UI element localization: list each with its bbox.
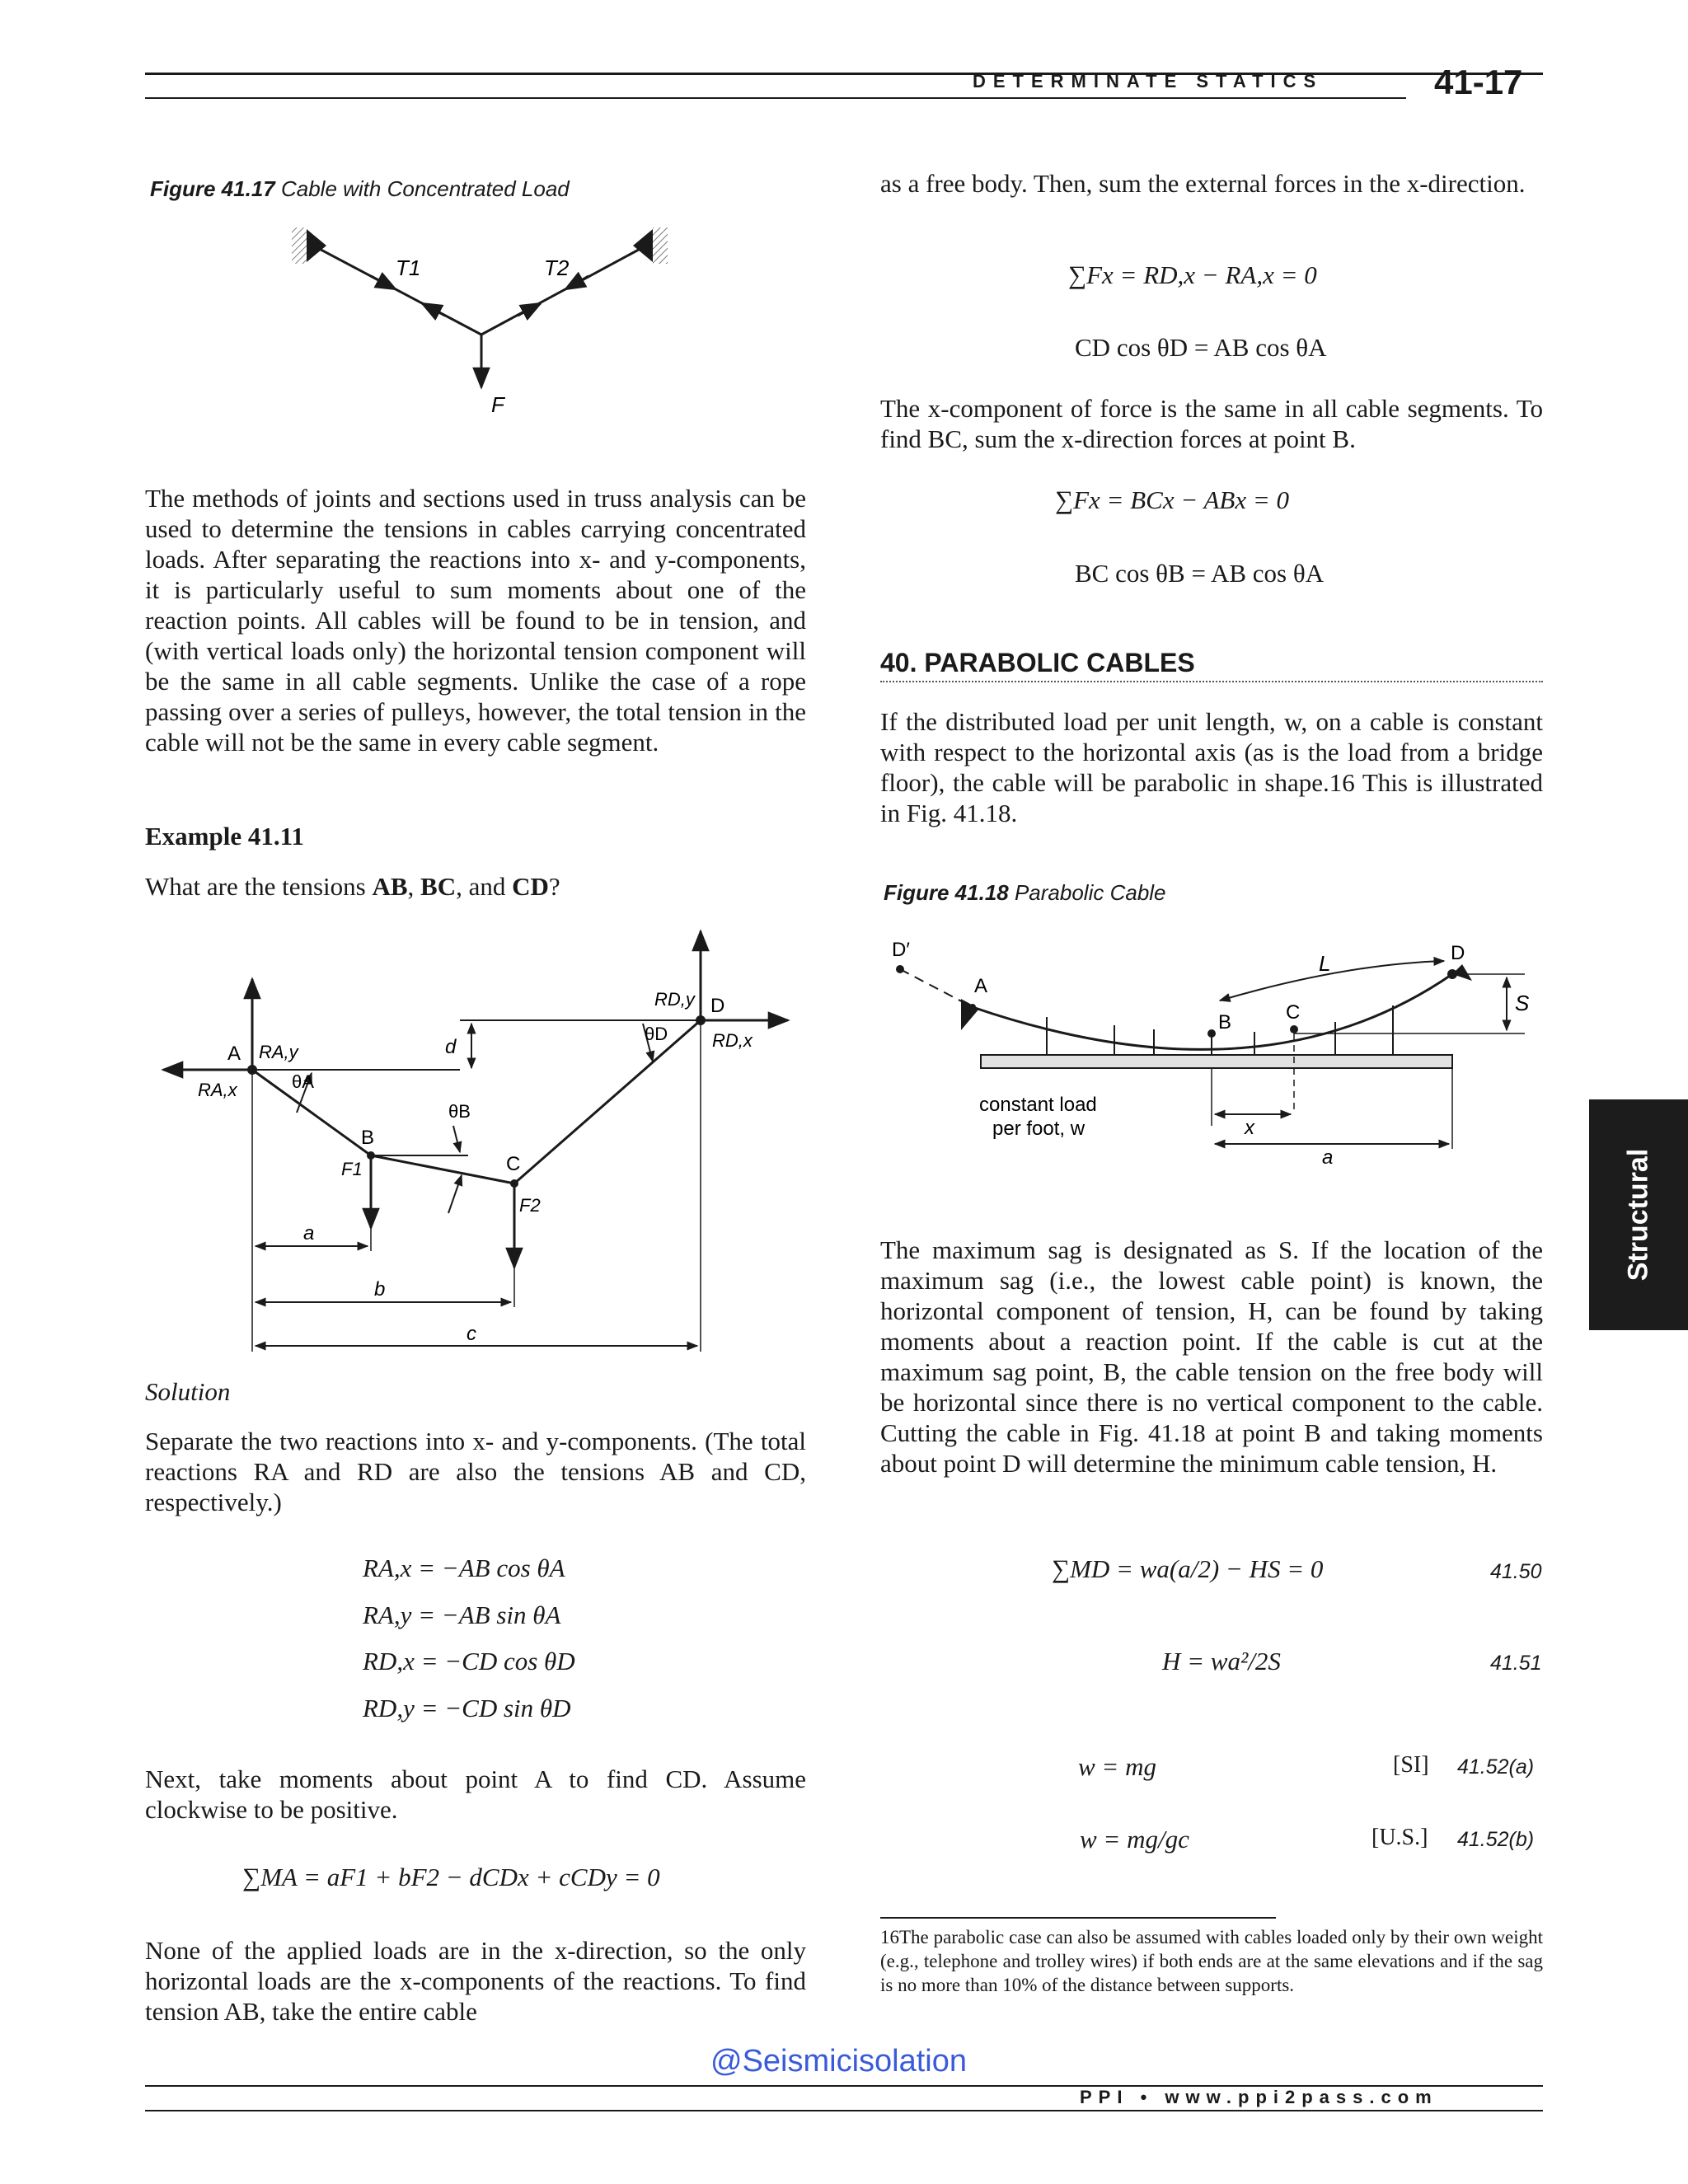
- equation-rdy: RD,y = −CD sin θD: [363, 1694, 571, 1722]
- label-s: S: [1515, 991, 1530, 1015]
- figure-41-17-caption: [150, 176, 570, 202]
- footer-rule-bottom: [145, 2110, 1543, 2111]
- label-d-dim: d: [445, 1036, 457, 1058]
- label-thb: θB: [448, 1101, 471, 1122]
- bridge-deck: [981, 1055, 1452, 1068]
- right-paragraph-2: The x-component of force is the same in all cable segments. To find BC, sum the x-direction forces at point B.: [880, 394, 1543, 453]
- support-hatch-right: [653, 227, 668, 264]
- t1-arrow-outer: [371, 276, 396, 289]
- solution-label: Solution: [145, 1377, 231, 1406]
- equation-sum-fx-1: ∑Fx = RD,x − RA,x = 0: [1068, 260, 1317, 289]
- right-paragraph-1: as a free body. Then, sum the external forces in the x-direction.: [880, 169, 1526, 198]
- label-thd: θD: [645, 1024, 668, 1044]
- label-c-node: C: [506, 1153, 521, 1175]
- label-rdx: RD,x: [712, 1030, 753, 1051]
- label-f1: F1: [341, 1159, 363, 1179]
- label-a-node: A: [227, 1043, 241, 1065]
- equation-ray: RA,y = −AB sin θA: [363, 1601, 561, 1629]
- node-c: [1290, 1025, 1298, 1033]
- node-d: [1447, 969, 1457, 979]
- figure-41-17-diagram: [280, 223, 709, 420]
- support-pin-right: [633, 229, 653, 262]
- label-b-node: B: [361, 1127, 375, 1149]
- side-tab-label: Structural: [1622, 1148, 1654, 1282]
- left-paragraph-2: Separate the two reactions into x- and y-components. (The total reactions RA and RD are also the tensions AB and CD, respectively.): [145, 1427, 806, 1516]
- label-f: F: [491, 392, 504, 417]
- support-hatch-left: [292, 227, 307, 264]
- figure-label: Figure 41.17: [150, 176, 275, 201]
- right-paragraph-3: If the distributed load per unit length, w, on a cable is constant with respect to the horizontal axis (as is the load from a bridge floor), the cable will be parabolic in shape.16 This is illustrated in Fig. 41.18.: [880, 707, 1543, 827]
- label-d-node: D: [710, 995, 725, 1017]
- header-rule-bottom: [145, 97, 1406, 99]
- label-l: L: [1319, 951, 1331, 976]
- footnote-16: 16The parabolic case can also be assumed with cables loaded only by their own weight (e.g., telephone and trolley wires) if both ends are at the same elevations and if the sag is no more than 10% of the distance between supports.: [880, 1927, 1543, 1995]
- label-c: C: [1286, 1001, 1301, 1024]
- unit-tag-us: [U.S.]: [1372, 1825, 1428, 1850]
- equation-number-41-51: 41.51: [1490, 1652, 1542, 1675]
- section-title: 40. PARABOLIC CABLES: [880, 648, 1195, 677]
- label-b-dim: b: [374, 1278, 386, 1301]
- left-paragraph-1: The methods of joints and sections used in truss analysis can be used to determine the tensions in cables carrying concentrated loads. After separating the reactions into x- and y-components, it is particularly useful to sum moments about one of the reaction points. All cables will be found to be in tension, and (with vertical loads only) the horizontal tension component will be the same in all cable segments. Unlike the case of a rope passing over a series of pulleys, however, the total tension in the cable will not be the same in every cable segment.: [145, 484, 806, 757]
- t2-arrow-inner: [518, 303, 541, 316]
- left-paragraph-4: None of the applied loads are in the x-direction, so the only horizontal loads are the x-components of the reactions. To find tension AB, take the entire cable: [145, 1936, 806, 2026]
- running-title: DETERMINATE STATICS: [973, 71, 1324, 91]
- figure-label: Figure 41.18: [884, 880, 1009, 905]
- equation-41-50: ∑MD = wa(a/2) − HS = 0: [1052, 1554, 1324, 1583]
- label-load-2: per foot, w: [992, 1118, 1085, 1140]
- side-tab: [1589, 1099, 1688, 1330]
- equation-41-52b: w = mg/gc: [1080, 1825, 1189, 1854]
- question-sep-2: , and: [456, 872, 513, 901]
- equation-bc-ab: BC cos θB = AB cos θA: [1075, 559, 1325, 588]
- label-rdy: RD,y: [654, 989, 695, 1010]
- label-x: x: [1245, 1117, 1254, 1139]
- length-arc-l: [1220, 961, 1444, 1001]
- equation-number-41-50: 41.50: [1490, 1560, 1542, 1583]
- equation-rax: RA,x = −AB cos θA: [363, 1554, 565, 1582]
- example-cable: [252, 1020, 701, 1183]
- question-text: What are the tensions: [145, 872, 373, 901]
- equation-moment-a: ∑MA = aF1 + bF2 − dCDx + cCDy = 0: [242, 1863, 660, 1891]
- question-cd: CD: [512, 872, 549, 901]
- left-paragraph-3: Next, take moments about point A to find CD. Assume clockwise to be positive.: [145, 1765, 806, 1824]
- equation-41-51: H = wa²/2S: [1162, 1647, 1281, 1675]
- node-a: [969, 1004, 976, 1010]
- header-rule-top: [145, 73, 1543, 75]
- angle-arrow-b2: [448, 1175, 462, 1213]
- question-ab: AB: [372, 872, 408, 901]
- label-b: B: [1218, 1011, 1232, 1033]
- equation-sum-fx-2: ∑Fx = BCx − ABx = 0: [1055, 485, 1289, 514]
- label-rax: RA,x: [198, 1080, 237, 1100]
- label-tha: θA: [292, 1071, 314, 1092]
- example-question: [145, 871, 806, 902]
- label-dprime: D′: [892, 939, 910, 961]
- figure-caption-text: Parabolic Cable: [1014, 880, 1166, 905]
- equation-rdx: RD,x = −CD cos θD: [363, 1647, 575, 1675]
- label-t2: T2: [544, 255, 570, 280]
- label-t1: T1: [396, 255, 421, 280]
- question-sep-1: ,: [407, 872, 421, 901]
- unit-tag-si: [SI]: [1393, 1752, 1429, 1778]
- equation-cd-ab: CD cos θD = AB cos θA: [1075, 333, 1327, 362]
- footer-url: PPI • www.ppi2pass.com: [1080, 2087, 1438, 2107]
- label-ray: RA,y: [259, 1042, 298, 1062]
- node-dprime: [896, 965, 904, 973]
- support-pin-left: [307, 229, 326, 262]
- example-cable-diagram: [157, 923, 799, 1360]
- label-c-dim: c: [467, 1323, 476, 1345]
- equation-number-41-52b: 41.52(b): [1457, 1828, 1535, 1851]
- t1-arrow-inner: [422, 303, 445, 316]
- figure-41-18-diagram: [882, 931, 1541, 1179]
- label-a-dim: a: [1322, 1146, 1334, 1169]
- right-paragraph-4: The maximum sag is designated as S. If the location of the maximum sag (i.e., the lowest cable point) is known, the horizontal component of tension, H, can be found by taking moments about a reaction point. If the cable is cut at the maximum sag point, B, the cable tension on the free body will be horizontal since there is no vertical component to the cable. Cutting the cable in Fig. 41.18 at point B and taking moments about point D will determine the minimum cable tension, H.: [880, 1235, 1543, 1478]
- label-a: A: [974, 975, 988, 997]
- label-a-dim: a: [303, 1222, 315, 1244]
- label-f2: F2: [519, 1195, 541, 1216]
- figure-caption-text: Cable with Concentrated Load: [280, 176, 570, 201]
- equation-number-41-52a: 41.52(a): [1457, 1755, 1535, 1779]
- equation-41-52a: w = mg: [1078, 1752, 1156, 1781]
- question-bc: BC: [420, 872, 457, 901]
- angle-arrow-b1: [453, 1126, 460, 1152]
- watermark-text: @Seismicisolation: [710, 2044, 968, 2079]
- page-number: 41-17: [1434, 63, 1523, 101]
- label-load-1: constant load: [979, 1094, 1097, 1116]
- label-d: D: [1451, 942, 1465, 964]
- question-end: ?: [548, 872, 560, 901]
- example-title: Example 41.11: [145, 822, 304, 851]
- footnote-rule: [880, 1917, 1276, 1919]
- support-a: [961, 999, 979, 1030]
- figure-41-18-caption: [884, 880, 1166, 906]
- section-underline: [880, 681, 1543, 682]
